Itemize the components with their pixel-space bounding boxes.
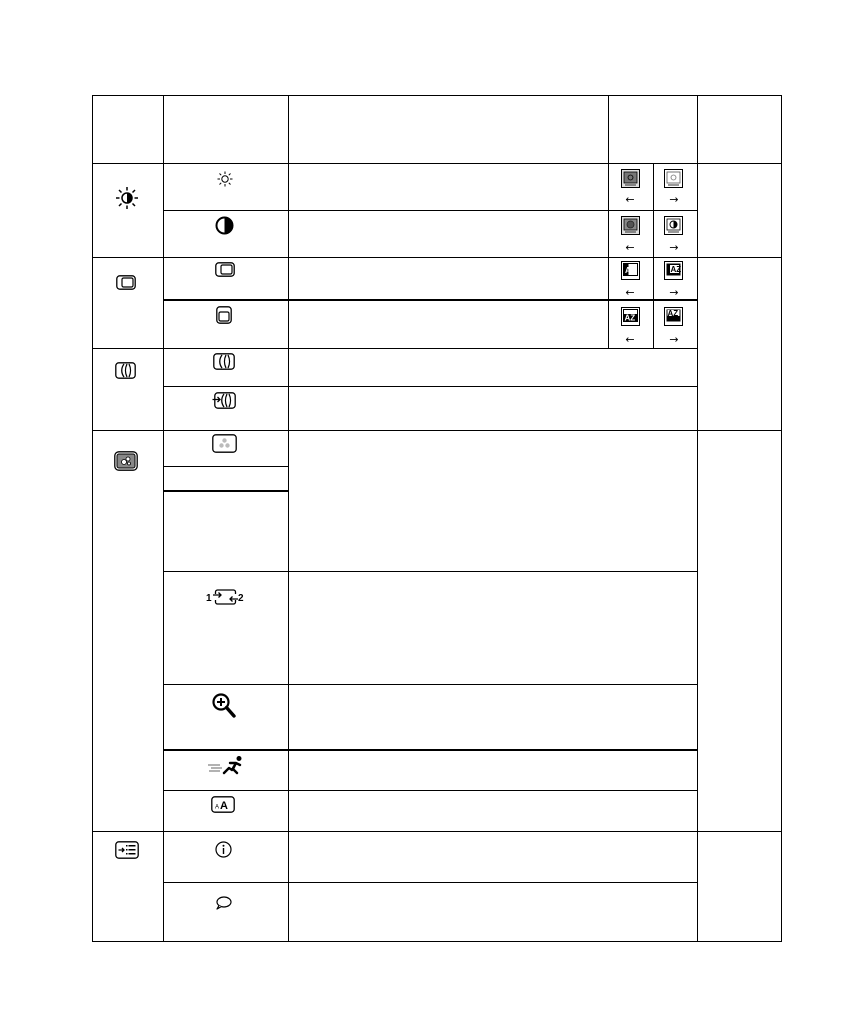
decrease-arrow: ←	[625, 193, 635, 206]
increase-arrow: →	[669, 333, 679, 346]
table-bottom-border	[92, 941, 782, 942]
horizontal-position-icon	[215, 262, 235, 277]
row-line-10	[163, 882, 697, 883]
input-1-label: 1	[206, 593, 212, 604]
image-setup-icon	[115, 362, 136, 379]
image-position-icon	[116, 275, 136, 290]
vertical-position-icon	[216, 306, 232, 324]
table-right-border	[781, 95, 782, 942]
row-line-6	[163, 571, 697, 572]
row-line-3	[163, 386, 697, 387]
az-label: AZ	[625, 266, 636, 275]
brightness-increase-icon	[664, 169, 683, 188]
move-up-icon	[664, 307, 683, 326]
manual-image-setup-icon	[212, 392, 236, 409]
col-divider-4	[697, 95, 698, 942]
information-icon	[215, 841, 232, 858]
options-icon	[115, 841, 139, 859]
contrast-icon	[215, 216, 234, 235]
row-line-1	[163, 210, 697, 211]
svg-text:A: A	[215, 804, 220, 811]
row-line-5	[163, 490, 288, 492]
language-icon	[215, 896, 232, 910]
scaling-icon	[211, 692, 237, 719]
row-line-2	[163, 299, 697, 301]
decrease-arrow: ←	[625, 333, 635, 346]
svg-text:A: A	[220, 800, 228, 812]
decrease-arrow: ←	[625, 241, 635, 254]
increase-arrow: →	[669, 286, 679, 299]
group-line-2	[92, 348, 698, 349]
table-left-border	[92, 95, 93, 942]
row-line-8	[163, 749, 697, 751]
input-2-label: 2	[238, 593, 244, 604]
col-divider-2	[288, 95, 289, 942]
header-bottom-border	[92, 163, 782, 164]
brightness-icon	[217, 171, 233, 187]
automatic-image-setup-icon	[213, 353, 235, 370]
contrast-decrease-icon	[621, 216, 640, 235]
move-down-icon	[621, 307, 640, 326]
image-properties-icon	[114, 451, 138, 471]
row-line-9	[163, 790, 697, 791]
row-line-7	[163, 684, 697, 685]
color-icon	[212, 434, 237, 453]
increase-arrow: →	[669, 193, 679, 206]
increase-arrow: →	[669, 241, 679, 254]
text-mode-icon	[211, 796, 235, 813]
over-drive-icon	[206, 755, 244, 775]
decrease-arrow: ←	[625, 286, 635, 299]
col-divider-3-lower	[608, 95, 609, 163]
brightness-contrast-icon	[116, 187, 138, 209]
group-line-3	[92, 430, 782, 431]
az-label: AZ	[670, 265, 682, 274]
group-line-4	[92, 831, 782, 832]
contrast-increase-icon	[664, 216, 683, 235]
preview-divider	[653, 163, 654, 349]
group-line-1	[92, 257, 782, 258]
input-signal-icon	[206, 589, 244, 605]
brightness-decrease-icon	[621, 169, 640, 188]
col-divider-1	[163, 95, 164, 942]
move-right-icon	[664, 261, 683, 280]
row-line-4	[163, 466, 288, 467]
table-top-border	[92, 95, 782, 96]
az-label: AZ	[667, 309, 679, 318]
move-left-icon	[621, 261, 640, 280]
az-label: AZ	[624, 313, 636, 323]
